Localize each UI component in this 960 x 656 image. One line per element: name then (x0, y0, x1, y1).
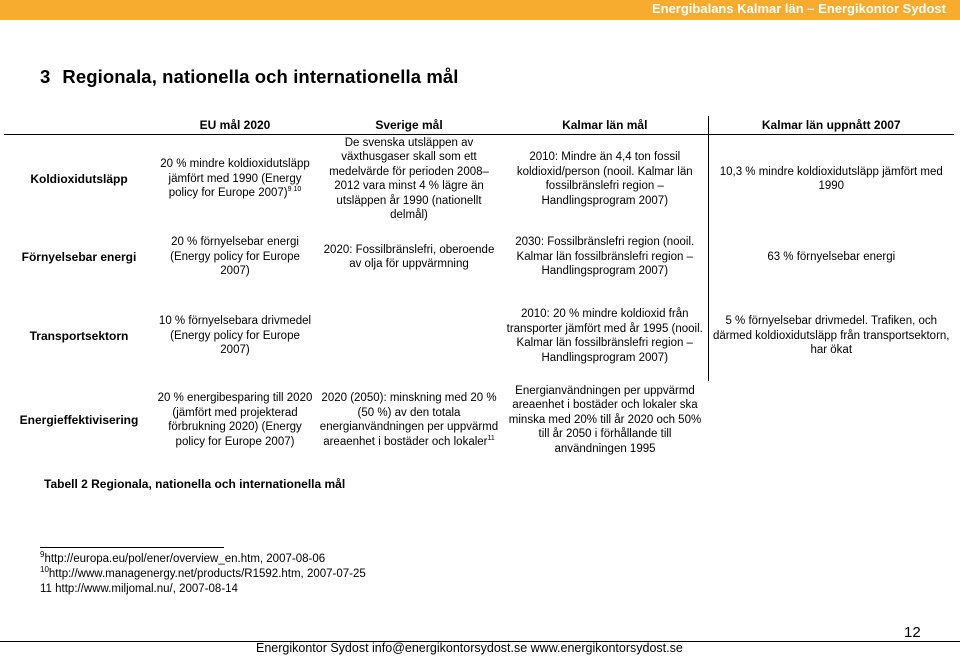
footnote-mark: 9 (40, 550, 45, 560)
footnote (40, 582, 366, 597)
header-band (0, 0, 960, 20)
footnote-link[interactable]: http://europa.eu/pol/ener/overview_en.htm, 2007-08-06 (44, 553, 326, 565)
footnotes (40, 552, 366, 597)
column-header: EU mål 2020 (154, 116, 316, 135)
kalmar-goal-cell: 2010: Mindre än 4,4 ton fossil koldioxid/person (nooil. Kalmar län fossilbränslefri region – Handlingsprogram 2007) (516, 151, 693, 207)
table-header-row (4, 116, 954, 135)
section-number: 3 (40, 66, 51, 87)
footnote-mark: 10 (40, 565, 49, 575)
goals-table (4, 116, 954, 459)
table-row (4, 291, 954, 381)
sverige-goal-cell (316, 381, 502, 459)
footnote-ref: 9 10 (287, 186, 302, 194)
table-caption: Tabell 2 Regionala, nationella och internationella mål (44, 477, 346, 491)
sverige-goal-cell (316, 291, 502, 381)
header-title: Energibalans Kalmar län – Energikontor Sydost (651, 1, 946, 16)
eu-goal-cell: 20 % energibesparing till 2020 (jämfört med projekterad förbrukning 2020) (Energy policy for Europe 2007) (157, 392, 313, 448)
kalmar-goal-cell: 2010: 20 % mindre koldioxid från transporter jämfört med år 1995 (nooil. Kalmar län fossilbränslefri region – Handlingsprogram 2007) (506, 308, 703, 364)
footnote (40, 567, 366, 582)
row-label: Energieffektivisering (19, 412, 139, 427)
row-label: Transportsektorn (29, 328, 129, 343)
footnote (40, 552, 366, 567)
column-header: Sverige mål (316, 116, 502, 135)
header-empty (4, 116, 154, 135)
footnote-link[interactable]: http://www.managenergy.net/products/R1592.htm, 2007-07-25 (48, 568, 366, 580)
achieved-cell: 10,3 % mindre koldioxidutsläpp jämfört med 1990 (708, 135, 954, 224)
page-number: 12 (904, 624, 921, 641)
table-row (4, 381, 954, 459)
row-label: Förnyelsebar energi (21, 249, 137, 264)
eu-goal-cell (154, 135, 316, 224)
cell-text: 2020 (2050): minskning med 20 % (50 %) av den totala energianvändningen per uppvärmd areaenhet i bostäder och lokaler (319, 392, 499, 448)
footnote-divider (40, 547, 224, 548)
section-heading (40, 66, 459, 88)
eu-goal-cell: 10 % förnyelsebara drivmedel (Energy policy for Europe 2007) (158, 315, 312, 357)
footnote-link[interactable]: 11 http://www.miljomal.nu/, 2007-08-14 (40, 583, 238, 595)
achieved-cell: 5 % förnyelsebar drivmedel. Trafiken, och därmed koldioxidutsläpp från transportsektorn, har ökat (708, 291, 954, 381)
kalmar-goal-cell: Energianvändningen per uppvärmd areaenhet i bostäder och lokaler ska minska med 20% till år 2020 och 50% till år 2050 i förhållande till användningen 1995 (508, 384, 702, 455)
sverige-goal-cell: De svenska utsläppen av växthusgaser skall som ett medelvärde för perioden 2008–2012 vara minst 4 % lägre än utsläppen år 1990 (nationellt delmål) (329, 136, 489, 221)
table-row (4, 223, 954, 291)
cell-text: 20 % mindre koldioxidutsläpp jämfört med 1990 (Energy policy for Europe 2007) (160, 158, 310, 200)
table-row (4, 135, 954, 224)
sverige-goal-cell: 2020: Fossilbränslefri, oberoende av olja för uppvärmning (323, 243, 495, 270)
footer-contact: Energikontor Sydost info@energikontorsydost.se www.energikontorsydost.se (256, 641, 683, 655)
achieved-cell: 63 % förnyelsebar energi (708, 223, 954, 291)
section-title: Regionala, nationella och internationella mål (62, 66, 459, 87)
column-header: Kalmar län uppnått 2007 (708, 116, 954, 135)
row-label: Koldioxidutsläpp (30, 171, 128, 186)
footnote-ref: 11 (487, 434, 495, 442)
achieved-cell (708, 381, 954, 459)
kalmar-goal-cell: 2030: Fossilbränslefri region (nooil. Kalmar län fossilbränslefri region – Handlingsprogram 2007) (515, 236, 695, 278)
eu-goal-cell: 20 % förnyelsebar energi (Energy policy for Europe 2007) (170, 236, 300, 278)
column-header: Kalmar län mål (502, 116, 708, 135)
